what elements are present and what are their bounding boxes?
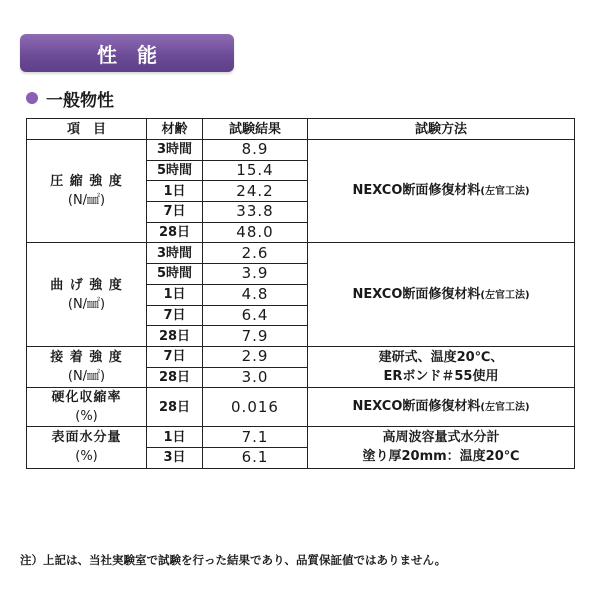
age-cell: 28日 [147,222,203,243]
table-row [27,346,575,367]
result-value-cell: 2.6 [203,243,308,264]
test-method-main: NEXCO断面修復材料 [352,286,481,302]
property-name: 硬化収縮率 [51,390,122,406]
table-row [27,243,575,264]
test-method-line1 [308,428,574,447]
banner-char-2: 能 [137,42,157,67]
test-method-line1 [308,348,574,367]
test-method-note: (左官工法) [480,186,530,198]
age-cell: 3日 [147,447,203,468]
table-header-row [27,119,575,140]
banner-char-1: 性 [97,42,117,67]
test-method-cell [308,388,575,427]
header-item: 項 目 [27,119,147,140]
test-method-line2: ERボンド＃55使用 [383,369,499,385]
result-value-cell: 33.8 [203,202,308,223]
property-name-cell [27,388,147,427]
test-method-line1 [308,397,574,417]
result-value-cell: 24.2 [203,181,308,202]
section-banner [20,34,234,72]
property-unit: (%) [75,409,98,425]
table-body [27,140,575,469]
result-value-cell: 7.1 [203,427,308,448]
property-name-cell [27,427,147,468]
test-method-main: 建研式、温度20℃、 [378,350,504,366]
property-name-cell [27,243,147,346]
table-row [27,388,575,427]
property-name: 表面水分量 [51,430,122,446]
property-unit: (N/㎟) [67,296,106,312]
table-row [27,427,575,448]
property-name: 接 着 強 度 [50,350,123,366]
property-name: 圧 縮 強 度 [50,174,123,190]
test-method-note: (左官工法) [480,402,530,414]
test-method-note: (左官工法) [480,289,530,301]
test-method-line2: 塗り厚20mm：温度20℃ [362,449,520,465]
result-value-cell: 7.9 [203,326,308,347]
property-unit: (%) [75,449,98,465]
header-result: 試験結果 [203,119,308,140]
result-value-cell: 3.0 [203,367,308,388]
age-cell: 5時間 [147,264,203,285]
test-method-line1 [308,181,574,201]
property-name: 曲 げ 強 度 [50,277,123,293]
test-method-main: NEXCO断面修復材料 [352,183,481,199]
test-method-main: NEXCO断面修復材料 [352,399,481,415]
properties-table [26,118,575,469]
age-cell: 7日 [147,202,203,223]
test-method-cell [308,140,575,243]
result-value-cell: 6.4 [203,305,308,326]
age-cell: 28日 [147,367,203,388]
age-cell: 7日 [147,346,203,367]
result-value-cell: 6.1 [203,447,308,468]
test-method-cell [308,427,575,468]
test-method-cell [308,243,575,346]
result-value-cell: 2.9 [203,346,308,367]
age-cell: 1日 [147,181,203,202]
age-cell: 1日 [147,284,203,305]
age-cell: 28日 [147,326,203,347]
result-value-cell: 0.016 [203,388,308,427]
test-method-cell [308,346,575,387]
property-unit: (N/㎟) [67,369,106,385]
age-cell: 3時間 [147,243,203,264]
section-title-text: 一般物性 [46,90,114,111]
test-method-main: 高周波容量式水分計 [382,430,500,446]
bullet-icon [26,92,38,104]
section-title [26,86,114,110]
result-value-cell: 48.0 [203,222,308,243]
result-value-cell: 15.4 [203,160,308,181]
footnote: 注）上記は、当社実験室で試験を行った結果であり、品質保証値ではありません。 [20,553,447,567]
property-name-cell [27,346,147,387]
property-unit: (N/㎟) [67,193,106,209]
age-cell: 5時間 [147,160,203,181]
header-age: 材齢 [147,119,203,140]
age-cell: 7日 [147,305,203,326]
table-row [27,140,575,161]
header-method: 試験方法 [308,119,575,140]
age-cell: 28日 [147,388,203,427]
result-value-cell: 4.8 [203,284,308,305]
age-cell: 3時間 [147,140,203,161]
property-name-cell [27,140,147,243]
result-value-cell: 3.9 [203,264,308,285]
result-value-cell: 8.9 [203,140,308,161]
test-method-line1 [308,285,574,305]
age-cell: 1日 [147,427,203,448]
